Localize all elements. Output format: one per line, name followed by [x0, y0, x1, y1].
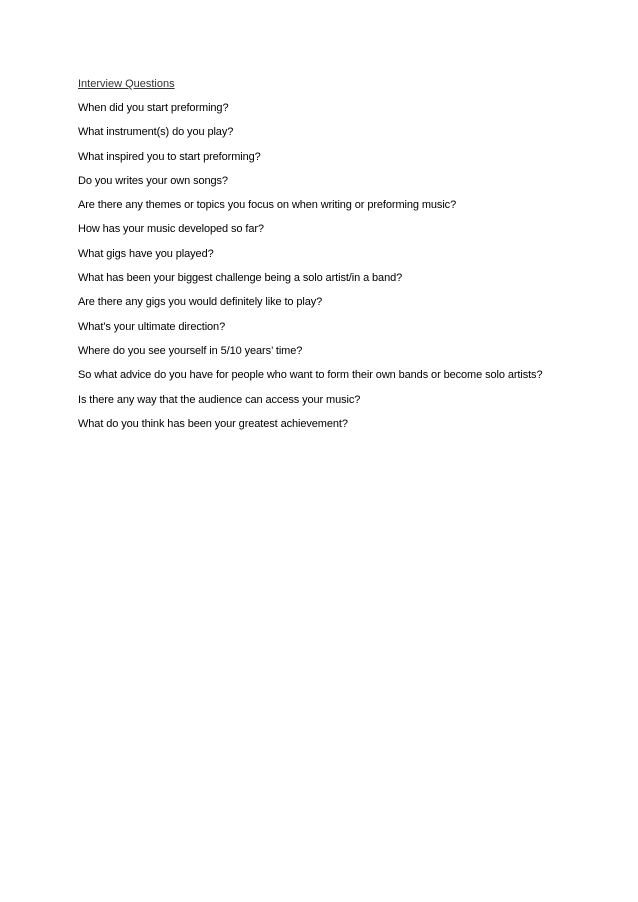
question-list — [78, 101, 618, 431]
question-item: What gigs have you played? — [78, 247, 214, 260]
question-item: What do you think has been your greatest achievement? — [78, 417, 348, 430]
question-item: When did you start preforming? — [78, 102, 229, 114]
question-item: Is there any way that the audience can access your music? — [78, 393, 361, 406]
question-item: So what advice do you have for people who want to form their own bands or become solo artists? — [78, 369, 543, 382]
page-title: Interview Questions — [78, 78, 175, 90]
question-item: Are there any themes or topics you focus on when writing or preforming music? — [78, 199, 457, 212]
question-item: What’s your ultimate direction? — [78, 320, 226, 333]
question-item: Where do you see yourself in 5/10 years’ time? — [78, 344, 303, 357]
question-item: How has your music developed so far? — [78, 223, 264, 236]
question-item: What inspired you to start preforming? — [78, 150, 261, 163]
question-item: What has been your biggest challenge being a solo artist/in a band? — [78, 272, 403, 285]
question-item: What instrument(s) do you play? — [78, 126, 234, 139]
question-item: Are there any gigs you would definitely like to play? — [78, 296, 323, 309]
question-item: Do you writes your own songs? — [78, 174, 228, 187]
document-body — [78, 77, 618, 441]
